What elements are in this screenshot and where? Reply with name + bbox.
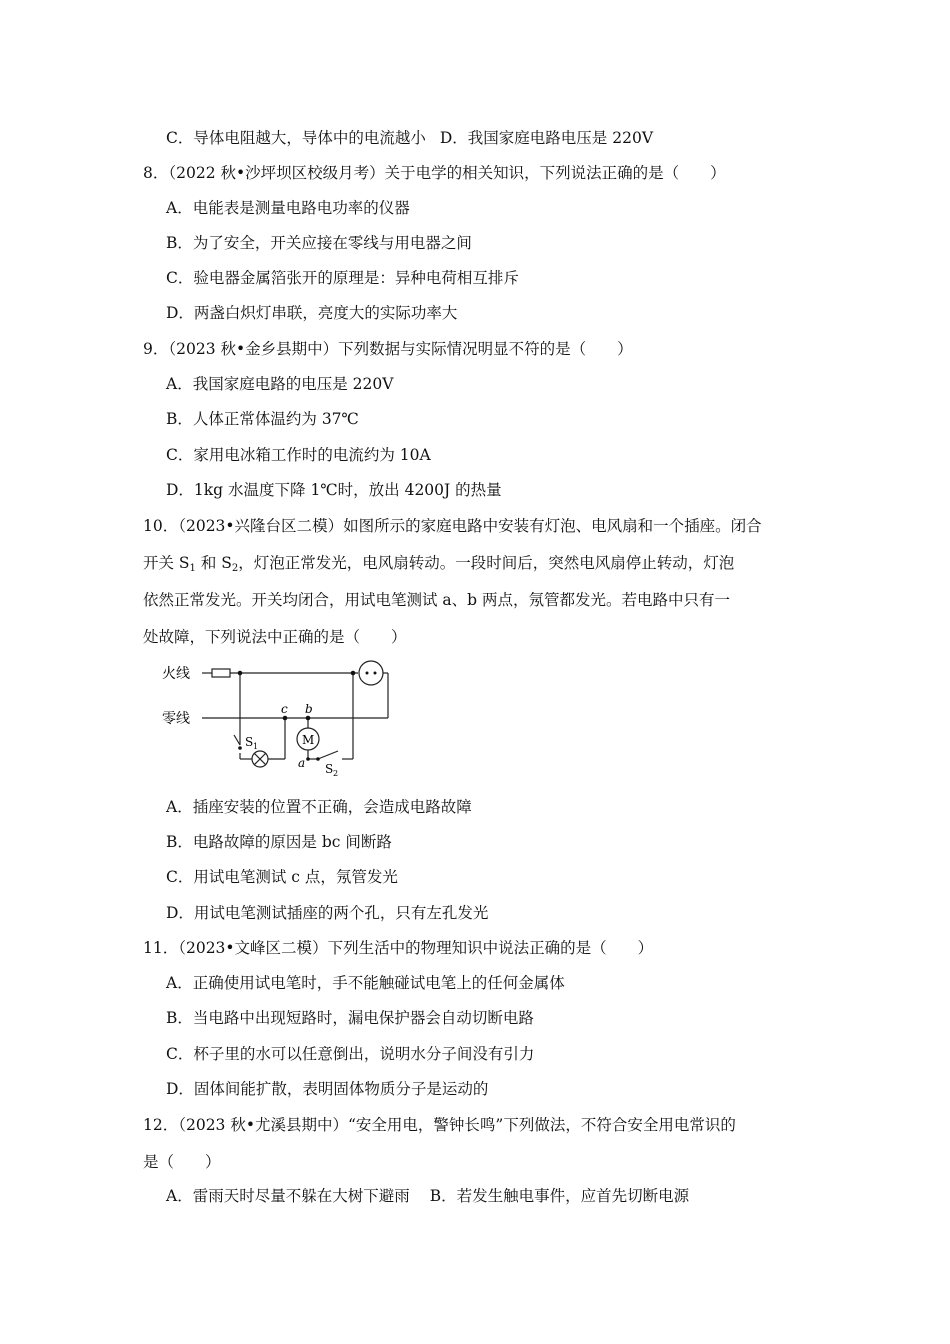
motor-label: M <box>302 733 315 747</box>
q8-option-d: D．两盏白炽灯串联，亮度大的实际功率大 <box>166 304 458 322</box>
q12-options-ab <box>166 1186 689 1206</box>
q11-stem: 11．（2023•文峰区二模）下列生活中的物理知识中说法正确的是（ ） <box>143 939 654 957</box>
fuse-icon <box>212 669 230 677</box>
q10-stem-line4: 处故障，下列说法中正确的是（ ） <box>143 628 407 646</box>
q7-option-d: D．我国家庭电路电压是 220V <box>439 129 654 147</box>
q11-option-c: C．杯子里的水可以任意倒出，说明水分子间没有引力 <box>166 1045 535 1063</box>
q10-stem-line3: 依然正常发光。开关均闭合，用试电笔测试 a、b 两点，氖管都发光。若电路中只有一 <box>143 591 731 609</box>
point-a-label: a <box>298 756 306 770</box>
q12-option-b: B．若发生触电事件，应首先切断电源 <box>429 1187 690 1205</box>
q8-option-a: A．电能表是测量电路电功率的仪器 <box>166 199 410 217</box>
q8-stem: 8．（2022 秋•沙坪坝区校级月考）关于电学的相关知识，下列说法正确的是（ ） <box>143 164 726 182</box>
switch-s1-label: S <box>245 735 254 749</box>
q12-stem-line1: 12．（2023 秋•尤溪县期中）“安全用电，警钟长鸣”下列做法，不符合安全用电常识的 <box>143 1116 736 1134</box>
switch-s2-icon <box>318 751 338 759</box>
q10-option-b: B．电路故障的原因是 bc 间断路 <box>166 833 392 851</box>
q12-stem-line2: 是（ ） <box>143 1153 221 1171</box>
switch-s2-subscript: 2 <box>333 769 339 778</box>
point-b-label: b <box>305 702 313 716</box>
neutral-wire-label: 零线 <box>162 711 190 727</box>
q9-option-b: B．人体正常体温约为 37℃ <box>166 410 359 428</box>
q9-option-d: D．1kg 水温度下降 1℃时，放出 4200J 的热量 <box>166 481 502 499</box>
q11-option-d: D．固体间能扩散，表明固体物质分子是运动的 <box>166 1080 489 1098</box>
live-wire-label: 火线 <box>162 666 190 682</box>
q8-option-c: C．验电器金属箔张开的原理是：异种电荷相互排斥 <box>166 269 519 287</box>
q9-option-a: A．我国家庭电路的电压是 220V <box>166 375 394 393</box>
q7-option-c: C．导体电阻越大，导体中的电流越小 <box>166 129 426 147</box>
q9-stem: 9．（2023 秋•金乡县期中）下列数据与实际情况明显不符的是（ ） <box>143 340 633 358</box>
q9-option-c: C．家用电冰箱工作时的电流约为 10A <box>166 446 431 464</box>
q10-option-c: C．用试电笔测试 c 点，氖管发光 <box>166 868 398 886</box>
q11-option-b: B．当电路中出现短路时，漏电保护器会自动切断电路 <box>166 1009 534 1027</box>
switch-s1-icon <box>234 735 240 745</box>
q12-option-a: A．雷雨天时尽量不躲在大树下避雨 <box>166 1187 410 1205</box>
socket-icon <box>359 661 383 685</box>
switch-s2-label: S <box>325 762 334 776</box>
q11-option-a: A．正确使用试电笔时，手不能触碰试电笔上的任何金属体 <box>166 974 565 992</box>
q7-options-cd <box>166 128 653 148</box>
q10-option-a: A．插座安装的位置不正确，会造成电路故障 <box>166 798 472 816</box>
switch-s1-subscript: 1 <box>253 742 259 751</box>
point-c-label: c <box>281 702 288 716</box>
q10-stem-line2: 开关 $S_1$ 和 $S_2$，灯泡正常发光，电风扇转动。一段时间后，突然电风扇停止转动，灯泡 <box>143 554 735 574</box>
q8-option-b: B．为了安全，开关应接在零线与用电器之间 <box>166 234 472 252</box>
q10-option-d: D．用试电笔测试插座的两个孔，只有左孔发光 <box>166 904 489 922</box>
circuit-diagram <box>160 655 400 785</box>
q10-stem-line1: 10．（2023•兴隆台区二模）如图所示的家庭电路中安装有灯泡、电风扇和一个插座。闭合 <box>143 517 762 535</box>
